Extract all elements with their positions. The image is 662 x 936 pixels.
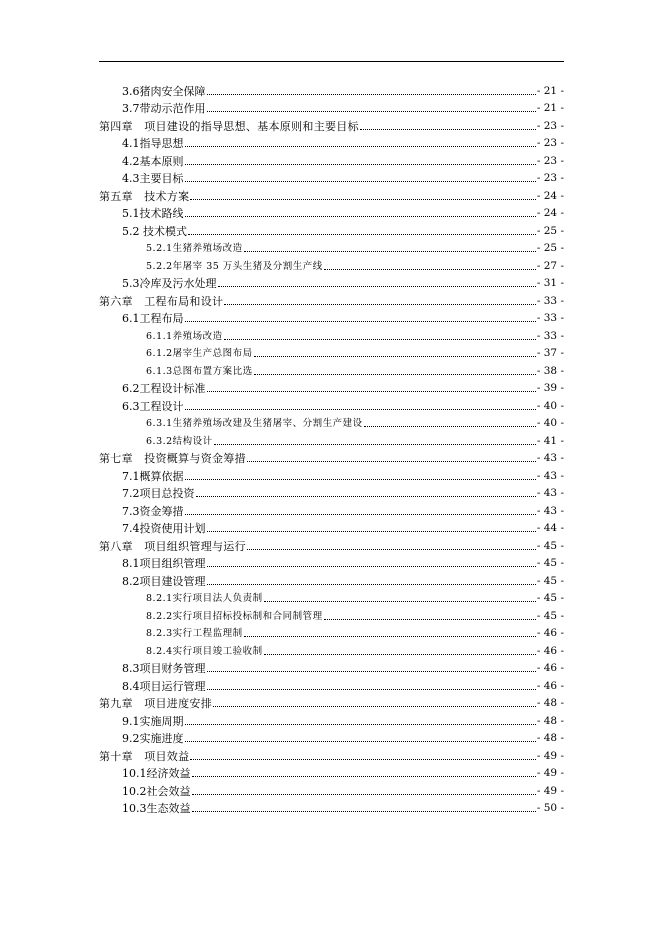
toc-dot-leader xyxy=(360,129,536,130)
toc-page-number: - 48 - xyxy=(536,697,564,709)
toc-dot-leader xyxy=(185,514,536,515)
toc-entry-label: 8.1项目组织管理 xyxy=(122,557,206,570)
toc-dot-leader xyxy=(192,776,536,777)
toc-section-entry[interactable] xyxy=(0,203,662,221)
toc-page-number: - 41 - xyxy=(536,434,564,447)
toc-entry-label: 9.1实施周期 xyxy=(122,714,184,728)
toc-dot-leader xyxy=(244,251,536,252)
toc-section-entry[interactable] xyxy=(0,570,662,588)
toc-page-number: - 45 - xyxy=(536,592,564,604)
toc-subsection-entry[interactable] xyxy=(0,605,662,623)
toc-section-entry[interactable] xyxy=(0,98,662,116)
toc-dot-leader xyxy=(185,181,536,182)
toc-entry-label: 6.1.2屠宰生产总图布局 xyxy=(146,348,253,359)
toc-section-entry[interactable] xyxy=(0,710,662,728)
toc-dot-leader xyxy=(218,286,536,287)
toc-subsection-entry[interactable] xyxy=(0,238,662,256)
toc-page-number: - 31 - xyxy=(536,277,564,289)
toc-section-entry[interactable] xyxy=(0,150,662,168)
toc-section-entry[interactable] xyxy=(0,465,662,483)
toc-dot-leader xyxy=(244,636,536,637)
toc-entry-label: 第六章 工程布局和设计 xyxy=(99,294,224,308)
toc-dot-leader xyxy=(185,321,536,322)
toc-entry-label: 3.7带动示范作用 xyxy=(122,102,206,115)
toc-section-entry[interactable] xyxy=(0,80,662,98)
toc-entry-label: 7.1概算依据 xyxy=(122,469,184,483)
toc-entry-label: 6.1.3总图布置方案比选 xyxy=(146,365,253,377)
toc-entry-label: 第八章 项目组织管理与运行 xyxy=(99,539,246,553)
toc-entry-label: 8.2.2实行项目招标投标制和合同制管理 xyxy=(146,610,323,622)
toc-dot-leader xyxy=(207,584,536,585)
toc-section-entry[interactable] xyxy=(0,553,662,571)
header-rule xyxy=(99,61,564,62)
toc-entry-label: 6.1.1养殖场改造 xyxy=(146,330,223,342)
toc-page-number: - 45 - xyxy=(536,539,564,552)
toc-entry-label: 4.3主要目标 xyxy=(122,172,184,185)
toc-page-number: - 48 - xyxy=(536,714,564,727)
toc-page-number: - 33 - xyxy=(536,294,564,307)
toc-dot-leader xyxy=(324,269,536,270)
toc-section-entry[interactable] xyxy=(0,168,662,186)
toc-dot-leader xyxy=(254,356,536,357)
toc-dot-leader xyxy=(324,619,536,620)
toc-entry-label: 8.2项目建设管理 xyxy=(122,574,206,588)
toc-dot-leader xyxy=(185,479,536,480)
toc-dot-leader xyxy=(213,706,536,707)
toc-dot-leader xyxy=(207,111,536,112)
toc-page-number: - 21 - xyxy=(536,102,564,114)
toc-entry-label: 第七章 投资概算与资金筹措 xyxy=(99,452,246,465)
toc-entry-label: 第五章 技术方案 xyxy=(99,189,190,203)
toc-entry-label: 6.3.1生猪养殖场改建及生猪屠宰、分割生产建设 xyxy=(146,418,363,429)
toc-page-number: - 45 - xyxy=(536,557,564,569)
toc-page-number: - 46 - xyxy=(536,662,564,674)
toc-page-number: - 38 - xyxy=(536,364,564,377)
toc-chapter-entry[interactable] xyxy=(0,745,662,763)
toc-section-entry[interactable] xyxy=(0,658,662,676)
toc-dot-leader xyxy=(207,689,536,690)
toc-dot-leader xyxy=(364,426,536,427)
toc-dot-leader xyxy=(188,234,536,235)
toc-entry-label: 10.1经济效益 xyxy=(122,767,191,780)
toc-dot-leader xyxy=(224,339,536,340)
toc-subsection-entry[interactable] xyxy=(0,623,662,641)
toc-entry-label: 7.4投资使用计划 xyxy=(122,522,206,535)
toc-dot-leader xyxy=(185,724,536,725)
toc-entry-label: 5.2.1生猪养殖场改造 xyxy=(146,243,243,254)
toc-entry-label: 4.1指导思想 xyxy=(122,137,184,150)
toc-dot-leader xyxy=(207,531,536,532)
toc-section-entry[interactable] xyxy=(0,483,662,501)
toc-subsection-entry[interactable] xyxy=(0,588,662,606)
toc-entry-label: 9.2实施进度 xyxy=(122,732,184,745)
toc-entry-label: 10.3生态效益 xyxy=(122,802,191,815)
toc-entry-label: 8.2.1实行项目法人负责制 xyxy=(146,593,263,604)
toc-entry-label: 3.6猪肉安全保障 xyxy=(122,84,206,98)
toc-entry-label: 5.2 技术模式 xyxy=(122,224,187,238)
toc-entry-label: 8.2.4实行项目竣工验收制 xyxy=(146,645,263,657)
toc-page-number: - 25 - xyxy=(536,242,564,254)
toc-dot-leader xyxy=(214,444,536,445)
toc-section-entry[interactable] xyxy=(0,220,662,238)
toc-page-number: - 45 - xyxy=(536,574,564,587)
toc-entry-label: 5.3冷库及污水处理 xyxy=(122,277,217,290)
toc-entry-label: 5.1技术路线 xyxy=(122,207,184,220)
toc-page-number: - 37 - xyxy=(536,347,564,359)
toc-entry-label: 7.3资金筹措 xyxy=(122,504,184,518)
toc-section-entry[interactable] xyxy=(0,728,662,746)
toc-section-entry[interactable] xyxy=(0,780,662,798)
toc-dot-leader xyxy=(224,304,536,305)
table-of-contents xyxy=(0,80,662,815)
toc-dot-leader xyxy=(207,391,536,392)
toc-chapter-entry[interactable] xyxy=(0,448,662,466)
toc-entry-label: 第四章 项目建设的指导思想、基本原则和主要目标 xyxy=(99,119,359,133)
toc-page-number: - 33 - xyxy=(536,312,564,324)
toc-subsection-entry[interactable] xyxy=(0,360,662,378)
toc-dot-leader xyxy=(264,654,536,655)
toc-page-number: - 40 - xyxy=(536,399,564,412)
toc-page-number: - 48 - xyxy=(536,732,564,744)
toc-dot-leader xyxy=(185,409,536,410)
toc-subsection-entry[interactable] xyxy=(0,413,662,431)
toc-section-entry[interactable] xyxy=(0,308,662,326)
toc-page-number: - 49 - xyxy=(536,767,564,779)
toc-dot-leader xyxy=(196,496,536,497)
toc-entry-label: 6.2工程设计标准 xyxy=(122,382,206,395)
toc-section-entry[interactable] xyxy=(0,518,662,536)
toc-entry-label: 8.2.3实行工程监理制 xyxy=(146,628,243,639)
toc-subsection-entry[interactable] xyxy=(0,640,662,658)
toc-chapter-entry[interactable] xyxy=(0,115,662,133)
toc-dot-leader xyxy=(254,374,536,375)
toc-page-number: - 33 - xyxy=(536,329,564,342)
toc-page-number: - 23 - xyxy=(536,172,564,184)
toc-dot-leader xyxy=(264,601,536,602)
toc-dot-leader xyxy=(247,549,536,550)
toc-subsection-entry[interactable] xyxy=(0,325,662,343)
toc-entry-label: 5.2.2年屠宰 35 万头生猪及分割生产线 xyxy=(146,260,323,272)
toc-section-entry[interactable] xyxy=(0,378,662,396)
toc-subsection-entry[interactable] xyxy=(0,430,662,448)
toc-chapter-entry[interactable] xyxy=(0,693,662,711)
toc-entry-label: 6.1工程布局 xyxy=(122,312,184,325)
toc-chapter-entry[interactable] xyxy=(0,290,662,308)
toc-dot-leader xyxy=(185,741,536,742)
toc-entry-label: 8.3项目财务管理 xyxy=(122,662,206,675)
toc-entry-label: 4.2基本原则 xyxy=(122,154,184,168)
toc-page-number: - 43 - xyxy=(536,504,564,517)
toc-page-number: - 23 - xyxy=(536,137,564,149)
toc-page-number: - 44 - xyxy=(536,522,564,534)
toc-page-number: - 50 - xyxy=(536,802,564,814)
toc-dot-leader xyxy=(185,146,536,147)
toc-section-entry[interactable] xyxy=(0,500,662,518)
toc-page-number: - 45 - xyxy=(536,609,564,622)
toc-entry-label: 第九章 项目进度安排 xyxy=(99,697,212,710)
toc-subsection-entry[interactable] xyxy=(0,255,662,273)
toc-entry-label: 第十章 项目效益 xyxy=(99,749,190,763)
toc-section-entry[interactable] xyxy=(0,675,662,693)
toc-entry-label: 8.4项目运行管理 xyxy=(122,679,206,693)
toc-dot-leader xyxy=(192,811,536,812)
toc-entry-label: 6.3工程设计 xyxy=(122,399,184,413)
toc-page-number: - 24 - xyxy=(536,207,564,219)
toc-section-entry[interactable] xyxy=(0,133,662,151)
toc-subsection-entry[interactable] xyxy=(0,343,662,361)
toc-page-number: - 49 - xyxy=(536,784,564,797)
toc-page-number: - 43 - xyxy=(536,469,564,482)
toc-chapter-entry[interactable] xyxy=(0,185,662,203)
toc-page-number: - 24 - xyxy=(536,189,564,202)
toc-dot-leader xyxy=(192,794,536,795)
toc-page-number: - 43 - xyxy=(536,487,564,499)
toc-section-entry[interactable] xyxy=(0,273,662,291)
toc-entry-label: 6.3.2结构设计 xyxy=(146,435,213,447)
toc-page-number: - 23 - xyxy=(536,119,564,132)
toc-dot-leader xyxy=(247,461,536,462)
toc-dot-leader xyxy=(185,216,536,217)
toc-page-number: - 39 - xyxy=(536,382,564,394)
toc-dot-leader xyxy=(207,671,536,672)
toc-page-number: - 21 - xyxy=(536,84,564,97)
toc-page-number: - 27 - xyxy=(536,259,564,272)
toc-page-number: - 43 - xyxy=(536,452,564,464)
toc-chapter-entry[interactable] xyxy=(0,535,662,553)
toc-page-number: - 46 - xyxy=(536,627,564,639)
toc-page-number: - 46 - xyxy=(536,644,564,657)
toc-dot-leader xyxy=(207,566,536,567)
toc-page-number: - 25 - xyxy=(536,224,564,237)
toc-section-entry[interactable] xyxy=(0,763,662,781)
toc-dot-leader xyxy=(185,164,536,165)
toc-dot-leader xyxy=(190,759,535,760)
toc-dot-leader xyxy=(190,199,535,200)
toc-page-number: - 40 - xyxy=(536,417,564,429)
toc-section-entry[interactable] xyxy=(0,395,662,413)
toc-section-entry[interactable] xyxy=(0,798,662,816)
toc-page-number: - 46 - xyxy=(536,679,564,692)
toc-dot-leader xyxy=(207,94,536,95)
toc-page-number: - 49 - xyxy=(536,749,564,762)
toc-entry-label: 10.2社会效益 xyxy=(122,784,191,798)
toc-entry-label: 7.2项目总投资 xyxy=(122,487,195,500)
toc-page-number: - 23 - xyxy=(536,154,564,167)
